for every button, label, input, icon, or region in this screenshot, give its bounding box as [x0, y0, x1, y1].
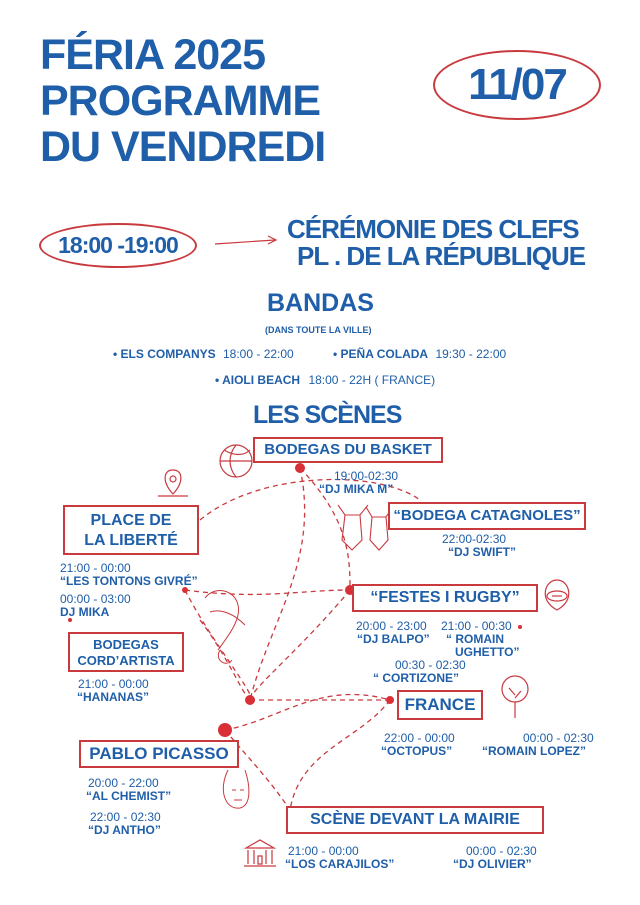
stage-time: 22:00 - 00:00	[384, 731, 455, 745]
banda-time: 18:00 - 22H ( FRANCE)	[308, 373, 436, 387]
stage-act: “DJ MIKA M”	[319, 482, 394, 496]
scenes-title: LES SCÈNES	[253, 401, 402, 429]
stage-time: 19:00-02:30	[334, 469, 399, 483]
stage-name-line: BODEGAS	[93, 637, 159, 652]
stage-bodegas-basket: BODEGAS DU BASKET	[253, 437, 443, 463]
ceremony-time-badge: 18:00 -19:00	[39, 223, 197, 268]
stage-time: 21:00 - 00:30	[441, 619, 512, 633]
stage-time: 20:00 - 22:00	[88, 776, 159, 790]
stage-time: 22:00 - 02:30	[90, 810, 161, 824]
stage-act: “ROMAIN LOPEZ”	[482, 744, 586, 758]
banda-time: 18:00 - 22:00	[223, 347, 294, 361]
stage-time: 20:00 - 23:00	[356, 619, 427, 633]
banda-time: 19:30 - 22:00	[435, 347, 507, 361]
ceremony-title-line2: PL . DE LA RÉPUBLIQUE	[297, 241, 586, 271]
stage-festes-rugby: “FESTES I RUGBY”	[352, 584, 538, 612]
banda-item	[333, 347, 506, 361]
stage-time: 00:30 - 02:30	[395, 658, 466, 672]
stage-act: “HANANAS”	[77, 690, 149, 704]
page-title-line1: FÉRIA 2025	[40, 31, 266, 79]
stage-act: “DJ ANTHO”	[88, 823, 161, 837]
stage-time: 00:00 - 03:00	[60, 592, 131, 606]
stage-act: DJ MIKA	[60, 605, 110, 619]
stage-act: “ ROMAIN	[446, 632, 504, 646]
stage-act: UGHETTO”	[455, 645, 520, 659]
stage-act: “DJ SWIFT”	[448, 545, 516, 559]
stage-devant-mairie: SCÈNE DEVANT LA MAIRIE	[286, 806, 544, 834]
stage-act: “LOS CARAJILOS”	[285, 857, 395, 871]
date-badge: 11/07	[433, 50, 601, 120]
stage-time: 00:00 - 02:30	[466, 844, 537, 858]
stage-act: “OCTOPUS”	[381, 744, 453, 758]
basketball-icon	[220, 445, 252, 477]
ceremony-title-line1: CÉRÉMONIE DES CLEFS	[287, 214, 579, 244]
bandas-title: BANDAS	[267, 289, 374, 317]
stage-place-liberte	[63, 505, 199, 555]
tree-icon	[502, 676, 528, 718]
stage-time: 21:00 - 00:00	[60, 561, 131, 575]
bull-heads-icon	[338, 505, 393, 550]
stage-time: 00:00 - 02:30	[523, 731, 594, 745]
page-title-line3: DU VENDREDI	[40, 123, 326, 171]
dancer-sketch-icon	[205, 591, 245, 664]
stage-act: “ CORTIZONE”	[373, 671, 459, 685]
banda-name: • ELS COMPANYS	[113, 347, 216, 361]
stage-cordartista	[68, 632, 184, 672]
stage-act: “AL CHEMIST”	[86, 789, 172, 803]
stage-time: 22:00-02:30	[442, 532, 507, 546]
location-pin-icon	[158, 470, 188, 496]
stage-act: “DJ BALPO”	[357, 632, 430, 646]
stage-pablo-picasso: PABLO PICASSO	[79, 740, 239, 768]
stage-act: “LES TONTONS GIVRÉ”	[60, 574, 198, 588]
banda-name: • PEÑA COLADA	[333, 347, 429, 361]
stage-act: “DJ OLIVIER”	[453, 857, 532, 871]
stage-name-line: CORD’ARTISTA	[77, 653, 175, 668]
page-title-line2: PROGRAMME	[40, 77, 321, 125]
arrow-icon	[215, 236, 276, 244]
stage-time: 21:00 - 00:00	[288, 844, 359, 858]
rugby-ball-icon	[545, 580, 569, 610]
bandas-subtitle: (DANS TOUTE LA VILLE)	[265, 325, 372, 335]
banda-name: • AIOLI BEACH	[215, 373, 301, 387]
stage-france: FRANCE	[397, 690, 483, 720]
banda-item	[215, 373, 435, 387]
stage-bodega-catagnoles: “BODEGA CATAGNOLES”	[388, 502, 586, 530]
stage-name-line: LA LIBERTÉ	[84, 532, 178, 549]
face-sketch-icon	[223, 770, 249, 808]
banda-item	[113, 347, 294, 361]
town-hall-icon	[244, 840, 276, 866]
stage-time: 21:00 - 00:00	[78, 677, 149, 691]
stage-name-line: PLACE DE	[90, 512, 172, 529]
